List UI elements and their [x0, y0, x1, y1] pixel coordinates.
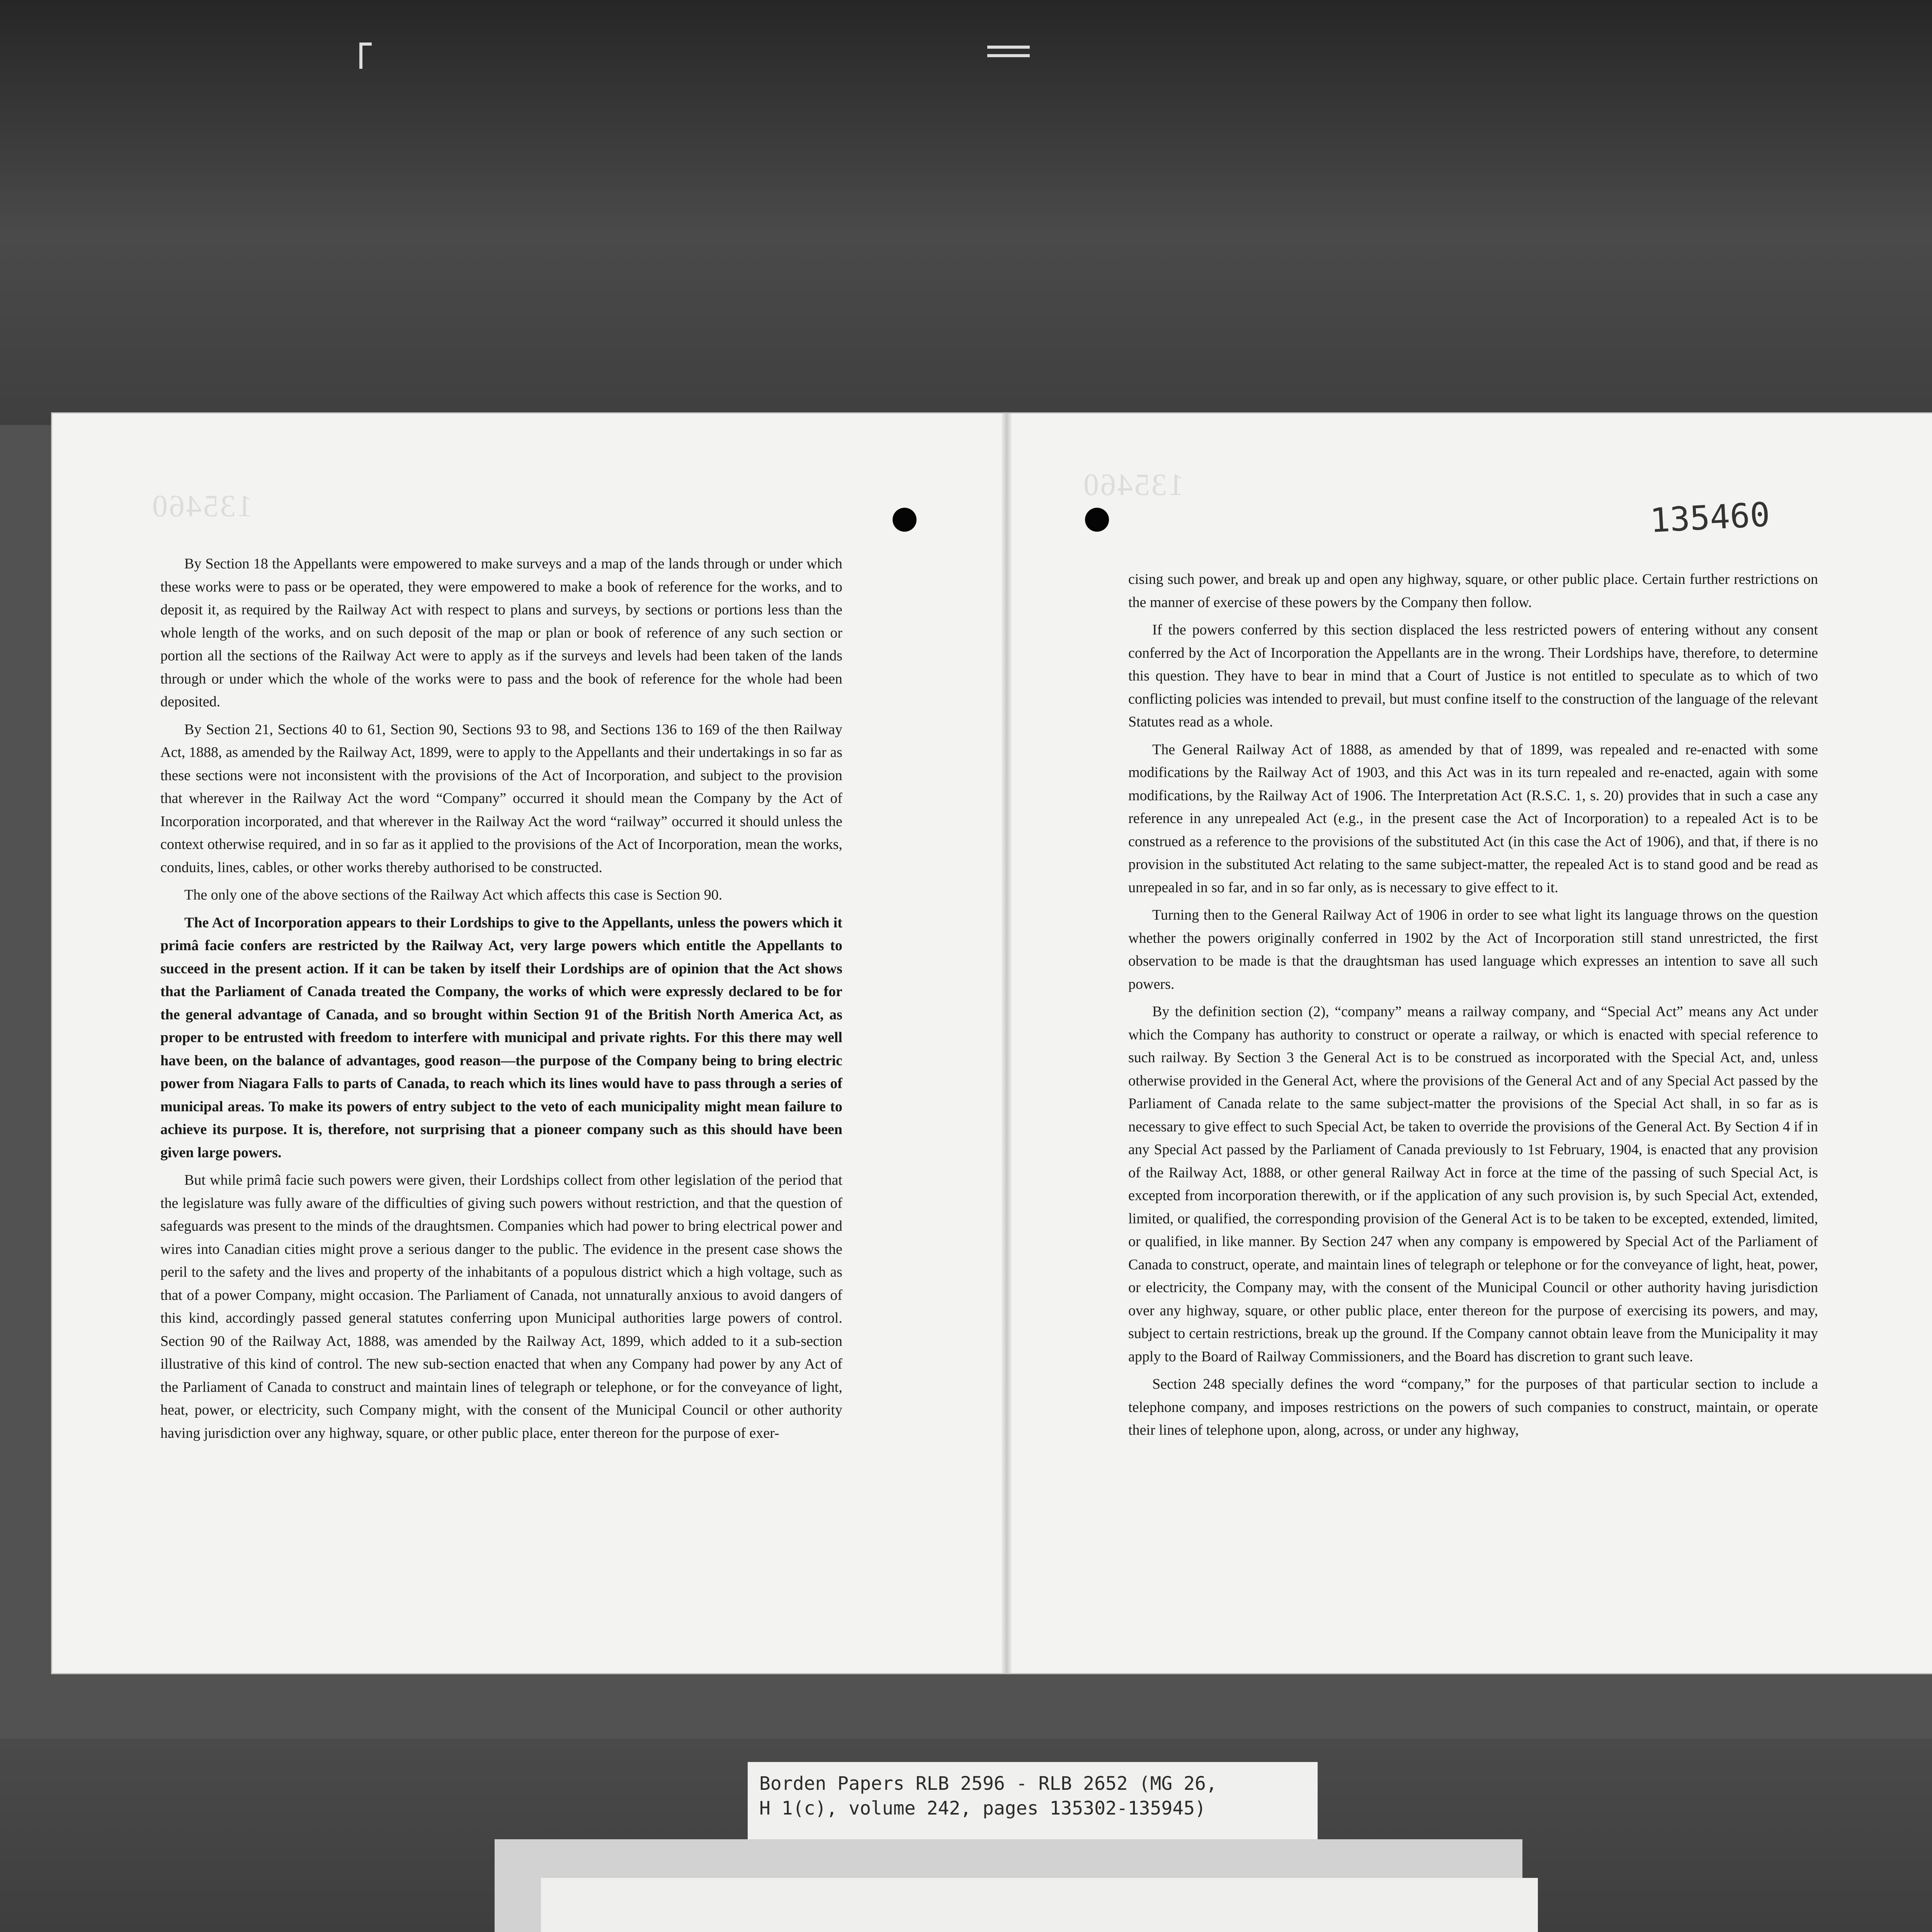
paragraph: By Section 18 the Appellants were empowered to make surveys and a map of the lands through or under which these works were to pass or be operated, they were empowered to make a book of reference for the works, and to deposit it, as required by the Railway Act with respect to plans and surveys, by sections or portions less than the whole length of the works, and on such deposit of the map or plan or book of reference of any such section or portion all the sections of the Railway Act were to apply as if the surveys and levels had been taken of the lands through or under which the whole of the works were to pass and the book of reference for the whole had been deposited.	[160, 556, 842, 710]
paragraph: By the definition section (2), “company” means a railway company, and “Special Act” means any Act under which the Company has authority to construct or operate a railway, or which is enacted with special reference to such railway. By Section 3 the General Act is to be construed as incorporated with the Special Act, and, unless otherwise provided in the General Act, where the provisions of the General Act and of any Special Act passed by the Parliament of Canada relate to the same subject-matter the provisions of the Special Act shall, in so far as is necessary to give effect to such Special Act, be taken to override the provisions of the General Act. By Section 4 if in any Special Act passed by the Parliament of Canada previously to 1st February, 1904, is enacted that any provision of the Railway Act, 1888, or other general Railway Act in force at the time of the passing of such Special Act, is excepted from incorporation therewith, or if the application of any such provision is, by such Special Act, extended, limited, or qualified, the corresponding provision of the General Act is to be taken to be excepted, extended, limited, or qualified, in like manner. By Section 247 when any company is empowered by Special Act of the Parliament of Canada to construct, operate, and maintain lines of telegraph or telephone or for the conveyance of light, heat, power, or electricity, the Company may, with the consent of the Municipal Council or other authority having jurisdiction over any highway, square, or other public place, enter thereon for the purpose of exercising its powers, and may, subject to certain restrictions, break up the ground. If the Company cannot obtain leave from the Municipality it may apply to the Board of Railway Commissioners, and the Board has discretion to grant such leave.	[1128, 1003, 1818, 1365]
film-label-line: Borden Papers RLB 2596 - RLB 2652 (MG 26,	[759, 1773, 1217, 1794]
paragraph: If the powers conferred by this section displaced the less restricted powers of entering without any consent conferred by the Act of Incorporation the Appellants are in the wrong. Their Lordships have, therefore, to determine this question. They have to bear in mind that a Court of Justice is not entitled to speculate as to which of two conflicting policies was intended to prevail, but must confine itself to the construction of the language of the relevant Statutes read as a whole.	[1128, 622, 1818, 730]
page-number-stamp: 135460	[1649, 495, 1771, 541]
right-page-text	[1128, 568, 1818, 1447]
left-page-text	[160, 553, 842, 1449]
paragraph: The Act of Incorporation appears to their Lordships to give to the Appellants, unless the powers which it primâ facie confers are restricted by the Railway Act, very large powers which entitle the Appellants to succeed in the present action. If it can be taken by itself their Lordships are of opinion that the Act shows that the Parliament of Canada treated the Company, the works of which were expressly declared to be for the general advantage of Canada, and so brought within Section 91 of the British North America Act, as proper to be entrusted with freedom to interfere with municipal and private rights. For this there may well have been, on the balance of advantages, good reason—the purpose of the Company being to bring electric power from Niagara Falls to parts of Canada, to reach which its lines would have to pass through a series of municipal areas. To make its powers of entry subject to the veto of each municipality might mean failure to achieve its purpose. It is, therefore, not surprising that a pioneer company such as this should have been given large powers.	[160, 914, 842, 1161]
film-label-line: H 1(c), volume 242, pages 135302-135945)	[759, 1798, 1206, 1819]
paragraph: Turning then to the General Railway Act of 1906 in order to see what light its language throws on the question whether the powers originally conferred in 1902 by the Act of Incorporation still stand unrestricted, the first observation to be made is that the draughtsman has used language which expresses an intention to save all such powers.	[1128, 907, 1818, 992]
registration-dash	[987, 46, 1030, 49]
paragraph: Section 248 specially defines the word “company,” for the purposes of that particular section to include a telephone company, and imposes restrictions on the powers of such companies to construct, maintain, or operate their lines of telephone upon, along, across, or under any highway,	[1128, 1376, 1818, 1438]
punch-hole	[893, 508, 917, 532]
paragraph: But while primâ facie such powers were given, their Lordships collect from other legislation of the period that the legislature was fully aware of the difficulties of giving such powers without restriction, and that the question of safeguards was present to the minds of the draughtsmen. Companies which had power to bring electrical power and wires into Canadian cities might prove a serious danger to the public. The evidence in the present case shows the peril to the safety and the lives and property of the inhabitants of a populous district which a high voltage, such as that of a power Company, might occasion. The Parliament of Canada, not unnaturally anxious to avoid dangers of this kind, accordingly passed general statutes conferring upon Municipal authorities large powers of control. Section 90 of the Railway Act, 1888, was amended by the Railway Act, 1899, which added to it a sub-section illustrative of this kind of control. The new sub-section enacted that when any Company had power by any Act of the Parliament of Canada to construct and maintain lines of telegraph or telephone, or for the conveyance of light, heat, power, or electricity, such Company might, with the consent of the Municipal Council or other authority having jurisdiction over any highway, square, or other public place, enter thereon for the purpose of exer-	[160, 1172, 842, 1441]
archive-plate	[541, 1878, 1538, 1932]
registration-dash	[987, 54, 1030, 57]
punch-hole	[1085, 508, 1109, 532]
bleed-through-mark: 135460	[1082, 468, 1184, 502]
registration-corner-mark	[359, 43, 372, 69]
paragraph: The General Railway Act of 1888, as amended by that of 1899, was repealed and re-enacted with some modifications by the Railway Act of 1903, and this Act was in its turn repealed and re-enacted, again with some modifications, by the Railway Act of 1906. The Interpretation Act (R.S.C. 1, s. 20) provides that in such a case any reference in any unrepealed Act (e.g., in the present case the Act of Incorporation) to a repealed Act is to be construed as a reference to the provisions of the substituted Act (in this case the Act of 1906), and that, if there is no provision in the substituted Act relating to the same subject-matter, the repealed Act is to stand good and be read as unrepealed in so far, and in so far only, as is necessary to give effect to it.	[1128, 741, 1818, 896]
film-top-margin	[0, 0, 1932, 425]
paragraph: By Section 21, Sections 40 to 61, Section 90, Sections 93 to 98, and Sections 136 to 169 of the then Railway Act, 1888, as amended by the Railway Act, 1899, were to apply to the Appellants and their undertakings in so far as these sections were not inconsistent with the provisions of the Act of Incorporation, and subject to the provision that wherever in the Railway Act the word “Company” occurred it should mean the Company by the Act of Incorporation incorporated, and that wherever in the Railway Act the word “railway” occurred it should unless the context otherwise required, and in so far as it applied to the provisions of the Act of Incorporation, mean the works, conduits, lines, cables, or other works thereby authorised to be constructed.	[160, 721, 842, 876]
paragraph: cising such power, and break up and open any highway, square, or other public place. Certain further restrictions on the manner of exercise of these powers by the Company then follow.	[1128, 571, 1818, 611]
page-fold	[1002, 413, 1012, 1673]
paragraph: The only one of the above sections of the Railway Act which affects this case is Section 90.	[184, 887, 723, 903]
bleed-through-mark: 135460	[151, 489, 253, 523]
